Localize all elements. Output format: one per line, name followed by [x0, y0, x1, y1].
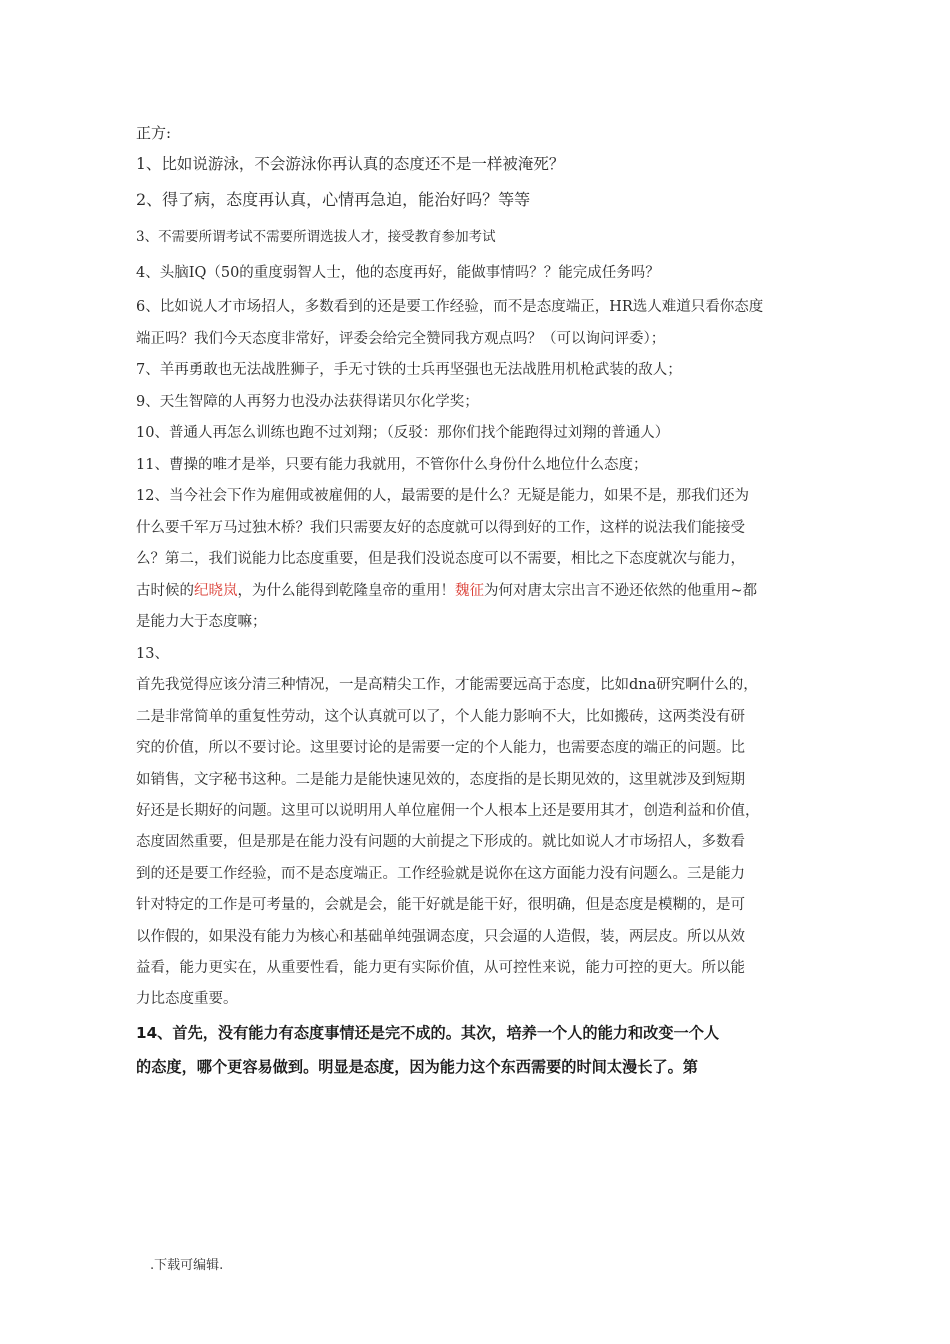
list-item-7: 7、羊再勇敢也无法战胜狮子，手无寸铁的士兵再坚强也无法战胜用机枪武装的敌人； [136, 362, 682, 378]
page-footer: .下载可编辑. [150, 1258, 224, 1273]
text-span: 为何对唐太宗出言不逊还依然的他重用~都 [484, 582, 758, 599]
list-item-6-line-1: 6、比如说人才市场招人，多数看到的还是要工作经验，而不是态度端正，HR选人难道只看你态度 [136, 299, 764, 315]
paragraph-line: 首先我觉得应该分清三种情况，一是高精尖工作，才能需要远高于态度，比如dna研究啊什么的， [136, 677, 758, 694]
list-item-14 [136, 1016, 826, 1084]
paragraph-line: 12、当今社会下作为雇佣或被雇佣的人，最需要的是什么？无疑是能力，如果不是，那我们还为 [136, 488, 749, 504]
paragraph-line: 如销售，文字秘书这种。二是能力是能快速见效的，态度指的是长期见效的，这里就涉及到短期 [136, 771, 745, 788]
list-item-4: 4、头脑IQ（50的重度弱智人士，他的态度再好，能做事情吗？？能完成任务吗？ [136, 265, 660, 281]
paragraph-line: 什么要千军万马过独木桥？我们只需要友好的态度就可以得到好的工作，这样的说法我们能接受 [136, 519, 745, 536]
paragraph-line: 态度固然重要，但是那是在能力没有问题的大前提之下形成的。就比如说人才市场招人，多数看 [136, 834, 745, 851]
list-item-6-line-2: 端正吗？我们今天态度非常好，评委会给完全赞同我方观点吗？（可以询问评委）； [136, 330, 666, 347]
text-span: 古时候的 [136, 582, 194, 599]
section-heading: 正方: [136, 124, 172, 142]
paragraph-line: 以作假的，如果没有能力为核心和基础单纯强调态度，只会逼的人造假，装，两层皮。所以从效 [136, 928, 745, 945]
paragraph-line: 么？第二，我们说能力比态度重要，但是我们没说态度可以不需要，相比之下态度就次与能力， [136, 551, 745, 568]
document-body [136, 118, 826, 1084]
paragraph-line: 到的还是要工作经验，而不是态度端正。工作经验就是说你在这方面能力没有问题么。三是能力 [136, 865, 745, 882]
paragraph-line: 究的价值，所以不要讨论。这里要讨论的是需要一定的个人能力，也需要态度的端正的问题。比 [136, 740, 745, 757]
list-item-13-paragraph [136, 670, 826, 1015]
list-item-3: 3、不需要所谓考试不需要所谓选拔人才，接受教育参加考试 [136, 229, 496, 245]
list-item-12 [136, 481, 826, 639]
paragraph-line: 二是非常简单的重复性劳动，这个认真就可以了，个人能力影响不大，比如搬砖，这两类没有研 [136, 708, 745, 725]
list-item-2: 2、得了病，态度再认真，心情再急迫，能治好吗？等等 [136, 190, 531, 209]
paragraph-line [136, 576, 826, 608]
paragraph-line: 力比态度重要。 [136, 991, 238, 1008]
paragraph-line: 针对特定的工作是可考量的，会就是会，能干好就是能干好，很明确，但是态度是模糊的，是可 [136, 897, 745, 914]
paragraph-line: 14、首先，没有能力有态度事情还是完不成的。其次，培养一个人的能力和改变一个人 [136, 1023, 720, 1042]
list-item-1: 1、比如说游泳，不会游泳你再认真的态度还不是一样被淹死？ [136, 155, 565, 173]
paragraph-line: 的态度，哪个更容易做到。明显是态度，因为能力这个东西需要的时间太漫长了。第 [136, 1057, 698, 1076]
paragraph-line: 好还是长期好的问题。这里可以说明用人单位雇佣一个人根本上还是要用其才，创造利益和价值， [136, 803, 760, 820]
paragraph-line: 是能力大于态度嘛； [136, 614, 267, 631]
highlighted-name: 魏征 [455, 582, 484, 599]
highlighted-name: 纪晓岚 [194, 582, 238, 599]
paragraph-line: 益看，能力更实在，从重要性看，能力更有实际价值，从可控性来说，能力可控的更大。所以能 [136, 959, 745, 976]
text-span: ，为什么能得到乾隆皇帝的重用！ [237, 582, 455, 599]
list-item-13-label: 13、 [136, 645, 169, 662]
list-item-10: 10、普通人再怎么训练也跑不过刘翔；（反驳：那你们找个能跑得过刘翔的普通人） [136, 425, 670, 441]
list-item-11: 11、曹操的唯才是举，只要有能力我就用，不管你什么身份什么地位什么态度； [136, 456, 648, 473]
list-item-9: 9、天生智障的人再努力也没办法获得诺贝尔化学奖； [136, 393, 479, 410]
